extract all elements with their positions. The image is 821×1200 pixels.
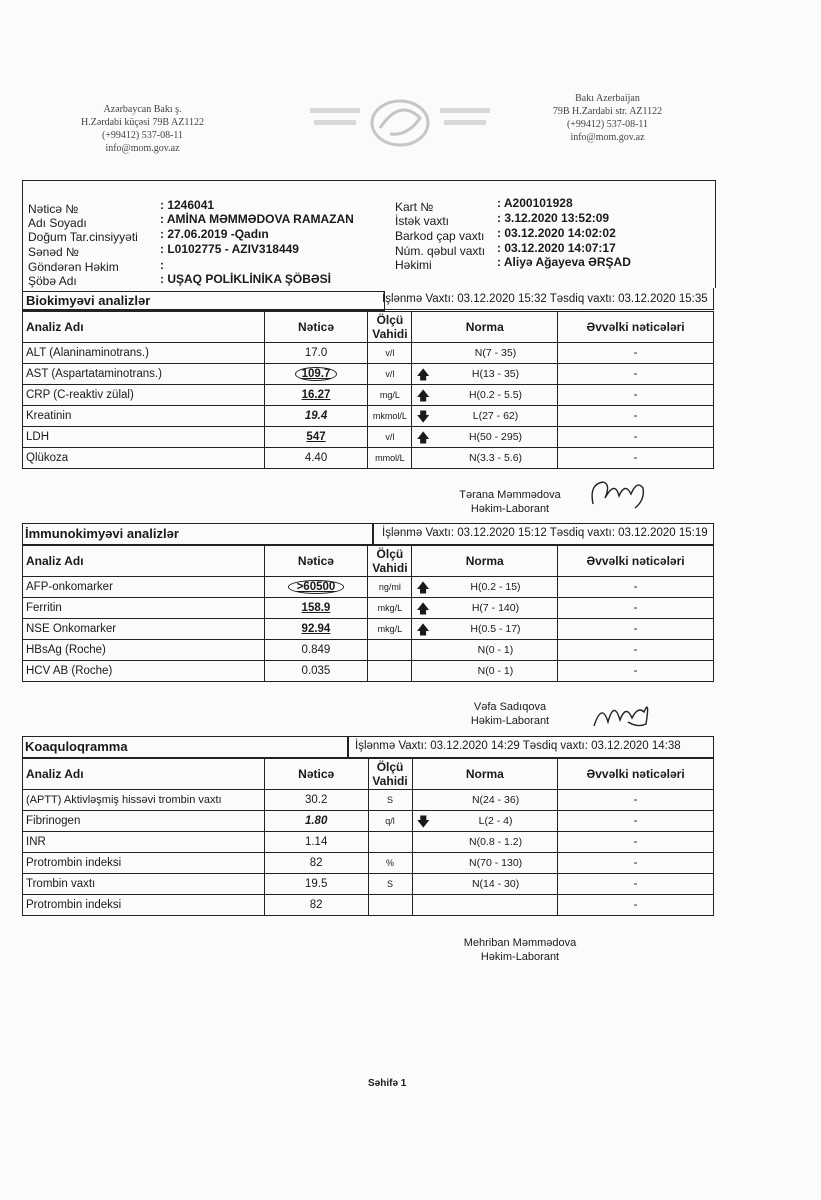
- analysis-previous: -: [558, 385, 714, 406]
- label-birth: Doğum Tar.cinsiyyəti: [28, 230, 138, 244]
- analysis-unit: S: [368, 790, 412, 811]
- flag-cell: [412, 661, 434, 682]
- divider: [347, 736, 349, 758]
- immuno-signer: [440, 700, 580, 728]
- page-number: Səhifə 1: [368, 1078, 407, 1089]
- flag-cell: [412, 343, 434, 364]
- analysis-previous: -: [558, 406, 714, 427]
- analysis-norm: H(0.2 - 5.5): [434, 385, 558, 406]
- col-norm: Norma: [412, 759, 558, 790]
- biochem-processing-time: İşlənmə Vaxtı: 03.12.2020 15:32 Təsdiq vaxtı: 03.12.2020 15:35: [382, 293, 708, 305]
- value-name: : AMİNA MƏMMƏDOVA RAMAZAN: [160, 212, 354, 226]
- label-card-no: Kart №: [395, 200, 434, 214]
- analysis-result: 16.27: [264, 385, 368, 406]
- signer-role: Həkim-Laborant: [470, 503, 550, 515]
- analysis-previous: -: [558, 577, 714, 598]
- analysis-previous: -: [558, 661, 714, 682]
- table-header-row: [23, 759, 714, 790]
- table-row: [23, 427, 714, 448]
- analysis-previous: -: [558, 598, 714, 619]
- left-address: [50, 103, 235, 155]
- label-name: Adı Soyadı: [28, 216, 87, 230]
- analysis-previous: -: [558, 427, 714, 448]
- analysis-name: Ferritin: [23, 598, 265, 619]
- value-department: : UŞAQ POLİKLİNİKA ŞÖBƏSİ: [160, 272, 331, 286]
- analysis-unit: mmol/L: [368, 448, 412, 469]
- col-norm: Norma: [412, 546, 558, 577]
- analysis-result: 4.40: [264, 448, 368, 469]
- value-doctor: : Aliyə Ağayeva ƏRŞAD: [497, 255, 631, 269]
- label-accept-time: Núm. qəbul vaxtı: [395, 244, 486, 258]
- analysis-previous: -: [558, 832, 714, 853]
- analysis-previous: -: [558, 790, 714, 811]
- analysis-unit: [368, 661, 412, 682]
- analysis-previous: -: [558, 343, 714, 364]
- analysis-result: 1.80: [264, 811, 368, 832]
- value-doc-no: : L0102775 - AZIV318449: [160, 242, 299, 256]
- signature: [585, 474, 655, 514]
- analysis-unit: mg/L: [368, 385, 412, 406]
- signer-name: Vəfa Sadıqova: [473, 701, 547, 713]
- analysis-unit: mkg/L: [368, 619, 412, 640]
- analysis-name: (APTT) Aktivləşmiş hissəvi trombin vaxtı: [23, 790, 265, 811]
- col-result: Nəticə: [264, 759, 368, 790]
- arrow-up-icon: 🡅: [412, 364, 434, 385]
- analysis-name: Protrombin indeksi: [23, 853, 265, 874]
- arrow-up-icon: 🡅: [412, 577, 434, 598]
- analysis-norm: N(0 - 1): [434, 661, 558, 682]
- address-line: Bakı Azerbaijan: [575, 93, 640, 104]
- analysis-result: 19.5: [264, 874, 368, 895]
- arrow-up-icon: 🡅: [412, 598, 434, 619]
- table-header-row: [23, 546, 714, 577]
- analysis-name: Kreatinin: [23, 406, 265, 427]
- analysis-norm: N(3.3 - 5.6): [434, 448, 558, 469]
- table-row: [23, 343, 714, 364]
- signer-name: Tərana Məmmədova: [459, 489, 561, 501]
- value-result-no: : 1246041: [160, 198, 215, 212]
- right-address: [520, 92, 695, 144]
- col-name: Analiz Adı: [23, 312, 265, 343]
- analysis-result: 158.9: [264, 598, 368, 619]
- analysis-name: Fibrinogen: [23, 811, 265, 832]
- address-line: info@mom.gov.az: [570, 132, 645, 143]
- col-norm: Norma: [412, 312, 558, 343]
- value-request-time: : 3.12.2020 13:52:09: [497, 211, 610, 225]
- arrow-up-icon: 🡅: [412, 385, 434, 406]
- immuno-processing-time: İşlənmə Vaxtı: 03.12.2020 15:12 Təsdiq vaxtı: 03.12.2020 15:19: [382, 527, 708, 539]
- analysis-result: 30.2: [264, 790, 368, 811]
- flag-cell: [412, 640, 434, 661]
- flag-cell: [412, 832, 434, 853]
- analysis-name: INR: [23, 832, 265, 853]
- col-unit: Ölçü Vahidi: [368, 312, 412, 343]
- analysis-unit: mkmol/L: [368, 406, 412, 427]
- table-row: [23, 448, 714, 469]
- table-row: [23, 364, 714, 385]
- immuno-table: [22, 545, 714, 682]
- col-name: Analiz Adı: [23, 546, 265, 577]
- center-logo-watermark: [300, 88, 500, 158]
- value-doctor-sender: :: [160, 258, 164, 272]
- analysis-name: Qlükoza: [23, 448, 265, 469]
- signature: [588, 692, 658, 732]
- analysis-result: 109.7: [264, 364, 368, 385]
- analysis-name: HBsAg (Roche): [23, 640, 265, 661]
- table-row: [23, 598, 714, 619]
- analysis-norm: H(50 - 295): [434, 427, 558, 448]
- analysis-norm: L(27 - 62): [434, 406, 558, 427]
- analysis-norm: L(2 - 4): [434, 811, 558, 832]
- col-unit: Ölçü Vahidi: [368, 546, 412, 577]
- table-row: [23, 385, 714, 406]
- analysis-name: Trombin vaxtı: [23, 874, 265, 895]
- analysis-name: LDH: [23, 427, 265, 448]
- table-row: [23, 619, 714, 640]
- immuno-title: İmmunokimyəvi analizlər: [25, 526, 179, 541]
- label-department: Şöbə Adı: [28, 274, 77, 288]
- analysis-norm: H(13 - 35): [434, 364, 558, 385]
- analysis-norm: N(0.8 - 1.2): [434, 832, 558, 853]
- analysis-unit: q/l: [368, 811, 412, 832]
- address-line: H.Zərdabi küçəsi 79B AZ1122: [81, 117, 204, 128]
- analysis-previous: -: [558, 448, 714, 469]
- analysis-result: >60500: [264, 577, 368, 598]
- signer-role: Həkim-Laborant: [480, 951, 560, 963]
- table-header-row: [23, 312, 714, 343]
- label-doctor-sender: Göndərən Həkim: [28, 260, 119, 274]
- table-row: [23, 790, 714, 811]
- analysis-result: 1.14: [264, 832, 368, 853]
- analysis-result: 92.94: [264, 619, 368, 640]
- flag-cell: [412, 874, 434, 895]
- table-row: [23, 640, 714, 661]
- flag-cell: [412, 895, 434, 916]
- analysis-unit: S: [368, 874, 412, 895]
- analysis-norm: N(70 - 130): [434, 853, 558, 874]
- address-line: (+99412) 537-08-11: [101, 130, 184, 141]
- analysis-result: 17.0: [264, 343, 368, 364]
- analysis-name: CRP (C-reaktiv zülal): [23, 385, 265, 406]
- coag-title: Koaquloqramma: [25, 739, 128, 754]
- arrow-down-icon: 🡇: [412, 811, 434, 832]
- biochem-table: [22, 311, 714, 469]
- analysis-norm: [434, 895, 558, 916]
- flag-cell: [412, 448, 434, 469]
- coag-processing-time: İşlənmə Vaxtı: 03.12.2020 14:29 Təsdiq vaxtı: 03.12.2020 14:38: [355, 740, 681, 752]
- value-card-no: : A200101928: [497, 196, 573, 210]
- analysis-norm: H(7 - 140): [434, 598, 558, 619]
- table-row: [23, 874, 714, 895]
- analysis-name: ALT (Alaninaminotrans.): [23, 343, 265, 364]
- analysis-unit: mkg/L: [368, 598, 412, 619]
- address-line: info@mom.gov.az: [105, 143, 180, 154]
- analysis-norm: N(7 - 35): [434, 343, 558, 364]
- analysis-previous: -: [558, 640, 714, 661]
- analysis-norm: N(0 - 1): [434, 640, 558, 661]
- analysis-result: 82: [264, 853, 368, 874]
- analysis-norm: H(0.2 - 15): [434, 577, 558, 598]
- analysis-result: 0.849: [264, 640, 368, 661]
- analysis-unit: [368, 640, 412, 661]
- col-result: Nəticə: [264, 312, 368, 343]
- analysis-norm: N(14 - 30): [434, 874, 558, 895]
- coag-signer: [445, 936, 595, 964]
- analysis-unit: %: [368, 853, 412, 874]
- address-line: (+99412) 537-08-11: [566, 119, 649, 130]
- analysis-name: HCV AB (Roche): [23, 661, 265, 682]
- col-previous: Əvvəlki nəticələri: [558, 546, 714, 577]
- address-line: Azərbaycan Bakı ş.: [103, 104, 182, 115]
- biochem-header-frame: [22, 288, 714, 310]
- analysis-unit: ng/ml: [368, 577, 412, 598]
- analysis-unit: [368, 832, 412, 853]
- label-barcode-time: Barkod çap vaxtı: [395, 229, 485, 243]
- analysis-result: 547: [264, 427, 368, 448]
- analysis-norm: H(0.5 - 17): [434, 619, 558, 640]
- value-barcode-time: : 03.12.2020 14:02:02: [497, 226, 616, 240]
- analysis-name: NSE Onkomarker: [23, 619, 265, 640]
- analysis-unit: v/l: [368, 343, 412, 364]
- coag-table: [22, 758, 714, 916]
- analysis-previous: -: [558, 874, 714, 895]
- label-doctor: Həkimi: [395, 258, 432, 272]
- analysis-unit: v/l: [368, 427, 412, 448]
- table-row: [23, 661, 714, 682]
- label-doc-no: Sənəd №: [28, 245, 79, 259]
- analysis-unit: [368, 895, 412, 916]
- analysis-result: 0.035: [264, 661, 368, 682]
- flag-cell: [412, 790, 434, 811]
- value-birth: : 27.06.2019 -Qadın: [160, 227, 269, 241]
- arrow-up-icon: 🡅: [412, 619, 434, 640]
- divider: [372, 523, 374, 545]
- analysis-previous: -: [558, 895, 714, 916]
- analysis-name: AFP-onkomarker: [23, 577, 265, 598]
- signer-name: Mehriban Məmmədova: [463, 937, 577, 949]
- label-result-no: Nəticə №: [28, 202, 79, 216]
- arrow-up-icon: 🡅: [412, 427, 434, 448]
- biochem-title: Biokimyəvi analizlər: [22, 291, 385, 311]
- analysis-previous: -: [558, 364, 714, 385]
- arrow-down-icon: 🡇: [412, 406, 434, 427]
- analysis-name: Protrombin indeksi: [23, 895, 265, 916]
- analysis-previous: -: [558, 853, 714, 874]
- table-row: [23, 577, 714, 598]
- col-previous: Əvvəlki nəticələri: [558, 759, 714, 790]
- analysis-previous: -: [558, 811, 714, 832]
- analysis-name: AST (Aspartataminotrans.): [23, 364, 265, 385]
- table-row: [23, 895, 714, 916]
- table-row: [23, 832, 714, 853]
- signer-role: Həkim-Laborant: [470, 715, 550, 727]
- col-result: Nəticə: [264, 546, 368, 577]
- col-name: Analiz Adı: [23, 759, 265, 790]
- col-unit: Ölçü Vahidi: [368, 759, 412, 790]
- analysis-result: 19.4: [264, 406, 368, 427]
- analysis-unit: v/l: [368, 364, 412, 385]
- address-line: 79B H.Zardabi str. AZ1122: [552, 106, 663, 117]
- table-row: [23, 811, 714, 832]
- analysis-result: 82: [264, 895, 368, 916]
- table-row: [23, 406, 714, 427]
- label-request-time: İstək vaxtı: [395, 214, 450, 228]
- value-accept-time: : 03.12.2020 14:07:17: [497, 241, 616, 255]
- analysis-norm: N(24 - 36): [434, 790, 558, 811]
- col-previous: Əvvəlki nəticələri: [558, 312, 714, 343]
- flag-cell: [412, 853, 434, 874]
- analysis-previous: -: [558, 619, 714, 640]
- table-row: [23, 853, 714, 874]
- biochem-signer: [440, 488, 580, 516]
